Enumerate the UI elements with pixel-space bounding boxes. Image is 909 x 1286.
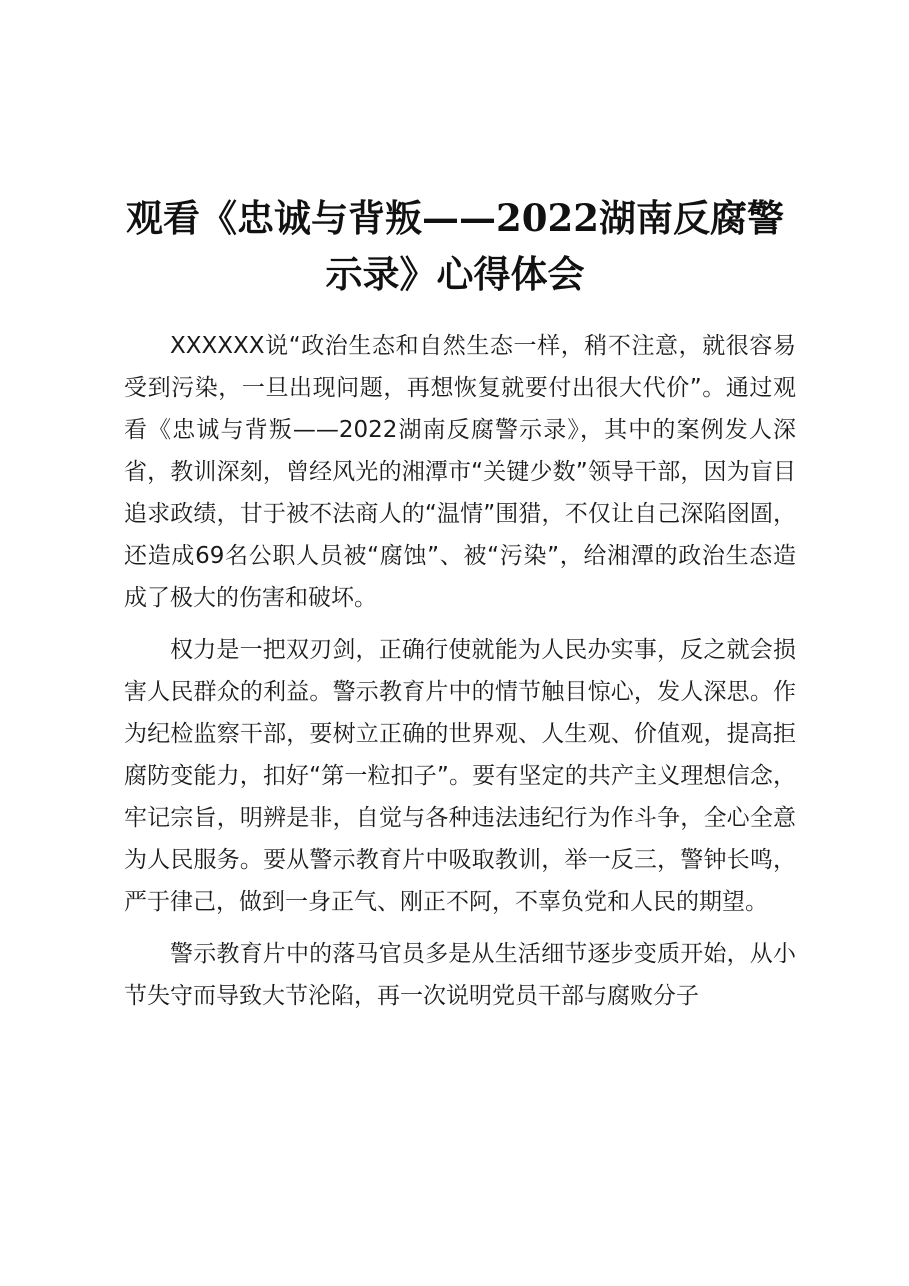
paragraph-2: 权力是一把双刃剑，正确行使就能为人民办实事，反之就会损害人民群众的利益。警示教育片中的情节触目惊心，发人深思。作为纪检监察干部，要树立正确的世界观、人生观、价值观，提高拒腐防变能力，扣好“第一粒扣子”。要有坚定的共产主义理想信念，牢记宗旨，明辨是非，自觉与各种违法违纪行为作斗争，全心全意为人民服务。要从警示教育片中吸取教训，举一反三，警钟长鸣，严于律己，做到一身正气、刚正不阿，不辜负党和人民的期望。: [124, 637, 796, 915]
paragraph-1: XXXXXX说“政治生态和自然生态一样，稍不注意，就很容易受到污染，一旦出现问题，再想恢复就要付出很大代价”。通过观看《忠诚与背叛——2022湖南反腐警示录》，其中的案例发人深省，教训深刻，曾经风光的湘潭市“关键少数”领导干部，因为盲目追求政绩，甘于被不法商人的“温情”围猎，不仅让自己深陷囹圄，还造成69名公职人员被“腐蚀”、被“污染”，给湘潭的政治生态造成了极大的伤害和破坏。: [124, 333, 796, 611]
paragraph-3: 警示教育片中的落马官员多是从生活细节逐步变质开始，从小节失守而导致大节沦陷，再一次说明党员干部与腐败分子: [124, 941, 796, 1009]
document-body: [124, 325, 796, 1027]
document-title: 观看《忠诚与背叛——2022湖南反腐警示录》心得体会: [126, 196, 784, 296]
